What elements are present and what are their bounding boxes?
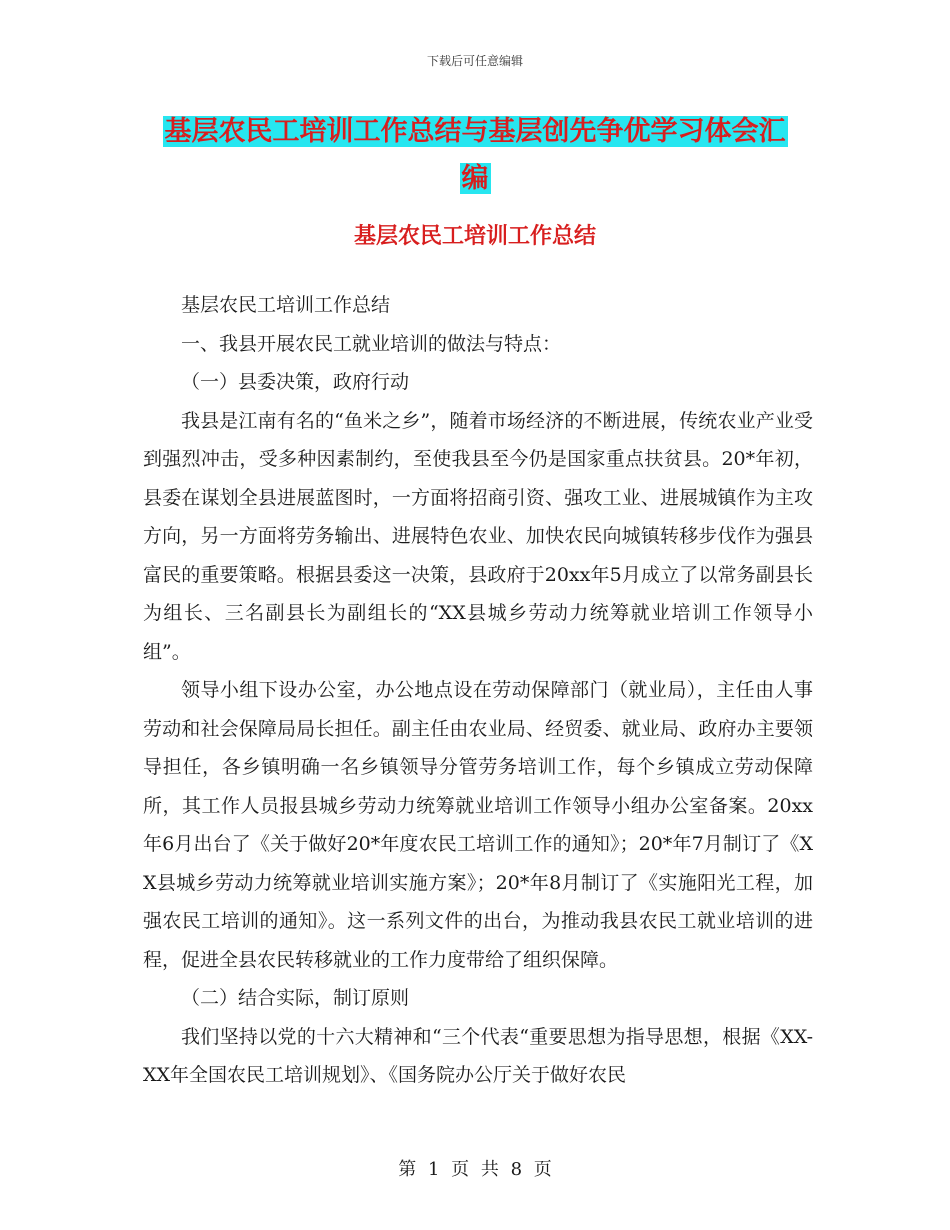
paragraph: 领导小组下设办公室，办公地点设在劳动保障部门（就业局），主任由人事劳动和社会保障局局长担任。副主任由农业局、经贸委、就业局、政府办主要领导担任，各乡镇明确一名乡镇领导分管劳务培训工作，每个乡镇成立劳动保障所，其工作人员报县城乡劳动力统筹就业培训工作领导小组办公室备案。20xx年6月出台了《关于做好20*年度农民工培训工作的通知》；20*年7月制订了《XX县城乡劳动力统筹就业培训实施方案》；20*年8月制订了《实施阳光工程，加强农民工培训的通知》。这一系列文件的出台，为推动我县农民工就业培训的进程，促进全县农民转移就业的工作力度带给了组织保障。: [143, 679, 813, 971]
title-line-1: 基层农民工培训工作总结与基层创先争优学习体会汇: [164, 116, 786, 147]
section-title: 基层农民工培训工作总结: [353, 223, 596, 249]
page-header-note: 下载后可任意编辑: [426, 54, 523, 68]
paragraph: 我们坚持以党的十六大精神和“三个代表“重要思想为指导思想，根据《XX-XX年全国农民工培训规划》、《国务院办公厅关于做好农民: [143, 1025, 813, 1086]
paragraph: 一、我县开展农民工就业培训的做法与特点：: [181, 332, 562, 355]
title-line-2: 编: [461, 163, 489, 194]
page-number: 第 1 页 共 8 页: [398, 1159, 552, 1180]
document-body: [143, 286, 813, 1095]
paragraph: （二）结合实际，制订原则: [181, 987, 410, 1009]
paragraph: （一）县委决策，政府行动: [181, 371, 410, 393]
paragraph: 我县是江南有名的“鱼米之乡”，随着市场经济的不断进展，传统农业产业受到强烈冲击，受多种因素制约，至使我县至今仍是国家重点扶贫县。20*年初，县委在谋划全县进展蓝图时，一方面将招商引资、强攻工业、进展城镇作为主攻方向，另一方面将劳务输出、进展特色农业、加快农民向城镇转移步伐作为强县富民的重要策略。根据县委这一决策，县政府于20xx年5月成立了以常务副县长为组长、三名副县长为副组长的“XX县城乡劳动力统筹就业培训工作领导小组”。: [143, 409, 813, 663]
document-title: [120, 108, 830, 202]
paragraph: 基层农民工培训工作总结: [181, 294, 391, 316]
